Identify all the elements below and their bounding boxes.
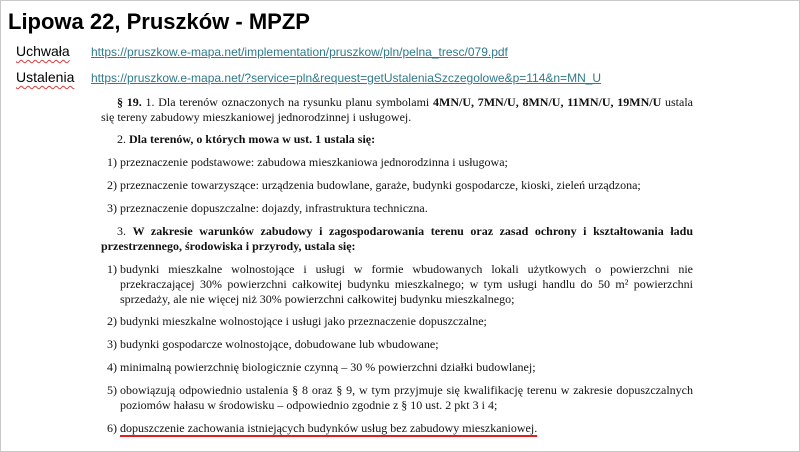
list-item (101, 383, 693, 413)
list-item (101, 360, 693, 375)
ustalenia-label: Ustalenia (16, 69, 75, 85)
list-item-text: minimalną powierzchnię biologicznie czynną – 30 % powierzchni działki budowlanej; (120, 360, 536, 374)
list-item-number: 4) (107, 360, 117, 374)
ustalenia-link[interactable]: https://pruszkow.e-mapa.net/?service=pln&request=getUstaleniaSzczegolowe&p=114&n=MN_U (91, 71, 602, 85)
paragraph-3-text: W zakresie warunków zabudowy i zagospodarowania terenu oraz zasad ochrony i kształtowania ładu przestrzennego, środowiska i przyrody, ustala się: (101, 224, 693, 253)
paragraph-2-text: Dla terenów, o których mowa w ust. 1 ustala się: (129, 132, 376, 146)
list-item-text: przeznaczenie towarzyszące: urządzenia budowlane, garaże, budynki gospodarcze, kioski, zieleń urządzona; (120, 178, 641, 192)
list-item-number: 2) (107, 178, 117, 192)
document-excerpt (101, 95, 693, 436)
list-item-text: budynki mieszkalne wolnostojące i usługi w formie wbudowanych lokali użytkowych o powierzchni nie przekraczającej 30% powierzchni całkowitej budynku mieszkalnego; w tym usługi handlu do 50 m² powierzchni sprzedaży, ale nie więcej niż 30% powierzchni całkowitej budynku mieszkalnego; (120, 262, 693, 306)
list-item-number: 3) (107, 201, 117, 215)
list-item (101, 314, 693, 329)
list-1 (101, 155, 693, 216)
list-item-text: przeznaczenie dopuszczalne: dojazdy, infrastruktura techniczna. (120, 201, 428, 215)
list-item-highlighted (101, 421, 693, 436)
page-title: Lipowa 22, Pruszków - MPZP (8, 9, 310, 34)
highlighted-provision: dopuszczenie zachowania istniejących budynków usług bez zabudowy mieszkaniowej. (120, 421, 538, 435)
paragraph-3-number: 3. (117, 224, 126, 238)
paragraph-1 (101, 95, 693, 125)
paragraph-1-intro: 1. Dla terenów oznaczonych na rysunku planu symbolami (141, 95, 433, 109)
paragraph-1-rest: ustala się tereny zabudowy mieszkaniowej jednorodzinnej i usługowej. (101, 95, 693, 124)
list-item-text: budynki gospodarcze wolnostojące, dobudowane lub wbudowane; (120, 337, 439, 351)
list-item-text: budynki mieszkalne wolnostojące i usługi jako przeznaczenie dopuszczalne; (120, 314, 487, 328)
paragraph-2-number: 2. (117, 132, 126, 146)
uchwala-label: Uchwała (16, 43, 70, 59)
list-item-text: przeznaczenie podstawowe: zabudowa mieszkaniowa jednorodzinna i usługowa; (120, 155, 508, 169)
list-item (101, 201, 693, 216)
uchwala-link[interactable]: https://pruszkow.e-mapa.net/implementation/pruszkow/pln/pelna_tresc/079.pdf (91, 45, 508, 59)
list-item-number: 1) (107, 262, 117, 276)
list-item (101, 178, 693, 193)
section-number: § 19. (117, 95, 142, 109)
list-2 (101, 262, 693, 436)
list-item-text: obowiązują odpowiednio ustalenia § 8 oraz § 9, w tym przyjmuje się kwalifikację terenu w zakresie dopuszczalnych poziomów hałasu w środowisku – odpowiednio zgodnie z § 10 ust. 2 pkt 3 i 4; (120, 383, 693, 412)
list-item-number: 1) (107, 155, 117, 169)
list-item (101, 155, 693, 170)
paragraph-2 (101, 132, 693, 147)
list-item (101, 262, 693, 307)
list-item-number: 2) (107, 314, 117, 328)
list-item-number: 3) (107, 337, 117, 351)
list-item-number: 5) (107, 383, 117, 397)
zone-symbols: 4MN/U, 7MN/U, 8MN/U, 11MN/U, 19MN/U (433, 95, 662, 109)
list-item (101, 337, 693, 352)
paragraph-3 (101, 224, 693, 254)
list-item-number: 6) (107, 421, 117, 435)
